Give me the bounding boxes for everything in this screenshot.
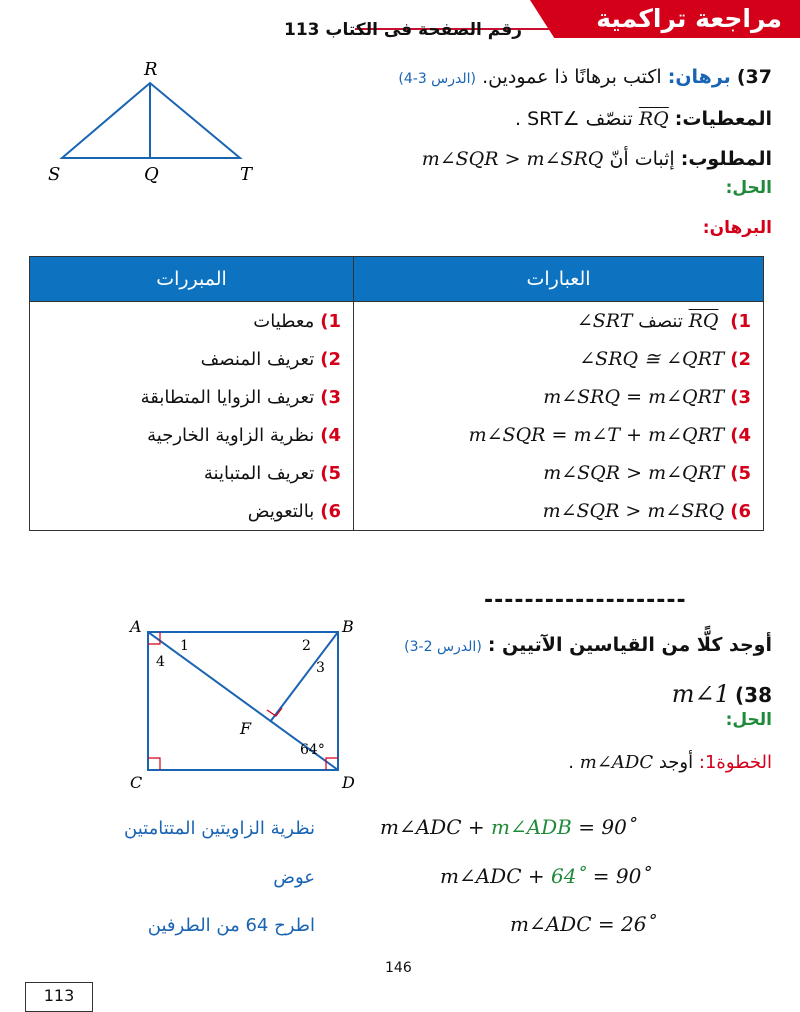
label-q: Q: [144, 164, 159, 185]
row-number: 1): [730, 311, 751, 332]
required-label: المطلوب:: [680, 148, 772, 170]
row-number: 2): [320, 348, 341, 370]
label-c: C: [130, 773, 143, 792]
label-d: D: [342, 773, 355, 792]
step1-math: m∠ADC: [579, 752, 654, 773]
row-number: 6): [320, 500, 341, 522]
equation-part: m∠ADC = 26˚: [510, 912, 657, 936]
step1-text: أوجد: [658, 752, 694, 773]
label-t: T: [240, 164, 253, 185]
reason-cell: [30, 492, 354, 531]
q37-given: [515, 108, 772, 130]
statement-math: ∠SRQ ≅ ∠QRT: [579, 348, 725, 370]
required-math: m∠SQR > m∠SRQ: [421, 148, 604, 170]
row-number: 1): [320, 310, 341, 332]
reason-text: تعريف المتباينة: [203, 462, 315, 484]
reason-text: بالتعويض: [247, 500, 315, 522]
row-number: 4): [320, 424, 341, 446]
row-number: 6): [730, 501, 751, 522]
col-statements: العبارات: [354, 257, 764, 302]
q38-step1: [568, 752, 772, 773]
statement-math: m∠SRQ = m∠QRT: [543, 386, 725, 408]
statement-text: تنصف: [638, 311, 683, 332]
statement-math: m∠SQR = m∠T + m∠QRT: [468, 424, 725, 446]
statement-cell: [354, 416, 764, 454]
required-text: إثبات أنّ: [609, 148, 675, 170]
angle-1-label: 1: [180, 638, 189, 654]
q37-lesson: (الدرس 3-4): [398, 71, 477, 87]
reason-cell: [30, 416, 354, 454]
table-row: [30, 454, 764, 492]
equation-2: [440, 864, 651, 888]
angle-3-label: 3: [316, 660, 325, 676]
reason-text: نظرية الزاوية الخارجية: [147, 424, 315, 446]
triangle-diagram: [40, 55, 280, 185]
equation-1-reason: نظرية الزاويتين المتتامتين: [124, 818, 315, 839]
row-number: 5): [730, 463, 751, 484]
reason-cell: [30, 302, 354, 341]
equation-part: = 90˚: [586, 864, 652, 888]
table-row: [30, 416, 764, 454]
equation-part: = 90˚: [571, 815, 637, 839]
reason-cell: [30, 340, 354, 378]
q38-target-math: m∠1: [671, 680, 730, 708]
equation-1: [380, 815, 637, 839]
q38-number: 38): [735, 683, 772, 707]
rectangle-diagram: [120, 612, 370, 792]
equation-highlight: 64˚: [550, 864, 587, 888]
q37-number: 37): [736, 66, 772, 88]
row-number: 5): [320, 462, 341, 484]
label-r: R: [144, 59, 158, 80]
book-page-label: رقم الصفحة فى الكتاب 113: [283, 20, 522, 40]
given-text: تنصّف ∠SRT .: [514, 108, 633, 130]
reason-text: معطيات: [253, 310, 315, 332]
page-number: 146: [385, 960, 412, 976]
section-title: مراجعة تراكمية: [596, 4, 782, 33]
row-number: 2): [730, 349, 751, 370]
statement-cell: [354, 454, 764, 492]
step1-end: .: [568, 752, 575, 773]
row-number: 4): [730, 425, 751, 446]
statement-segment: $\overline{RQ}$: [688, 310, 719, 332]
equation-part: m∠ADC +: [440, 864, 551, 888]
q38-solution-label: الحل:: [725, 710, 772, 730]
q37-required: [422, 148, 772, 170]
statement-cell: [354, 340, 764, 378]
reason-cell: [30, 454, 354, 492]
table-header-row: [30, 257, 764, 302]
label-s: S: [48, 164, 61, 185]
given-label: المعطيات:: [674, 108, 772, 130]
step1-label: الخطوة1:: [698, 752, 772, 773]
q38-intro-text: أوجد كلًّا من القياسين الآتيين :: [487, 634, 772, 656]
statement-math: ∠SRT: [576, 310, 633, 332]
proof-table: [29, 256, 764, 531]
proof-label: البرهان:: [702, 218, 772, 238]
angle-4-label: 4: [156, 654, 165, 670]
label-f: F: [240, 719, 252, 738]
table-row: [30, 340, 764, 378]
reason-cell: [30, 378, 354, 416]
angle-64-label: 64°: [300, 742, 325, 758]
statement-cell: [354, 378, 764, 416]
label-b: B: [342, 617, 354, 636]
given-segment: $\overline{RQ}$: [638, 108, 669, 130]
table-row: [30, 378, 764, 416]
right-angle-c: [148, 758, 160, 770]
q37-label: برهان:: [667, 66, 731, 88]
separator-dashes: --------------------: [484, 588, 687, 613]
col-reasons: المبررات: [30, 257, 354, 302]
reason-text: تعريف الزوايا المتطابقة: [140, 386, 315, 408]
row-number: 3): [730, 387, 751, 408]
statement-math: m∠SQR > m∠QRT: [543, 462, 725, 484]
q37-instruction: اكتب برهانًا ذا عمودين.: [482, 66, 662, 88]
q38-lesson: (الدرس 2-3): [404, 639, 482, 655]
table-row: [30, 302, 764, 341]
equation-3: [510, 912, 656, 936]
book-page-box: 113: [25, 982, 93, 1012]
q37-prompt: [398, 66, 772, 88]
angle-2-label: 2: [302, 638, 311, 654]
equation-3-reason: اطرح 64 من الطرفين: [147, 915, 315, 936]
table-row: [30, 492, 764, 531]
row-number: 3): [320, 386, 341, 408]
q37-solution-label: الحل:: [725, 178, 772, 198]
statement-cell: [354, 302, 764, 341]
q38-intro: [404, 634, 772, 656]
equation-part: m∠ADC +: [380, 815, 491, 839]
q38-target: [672, 680, 772, 708]
equation-2-reason: عوض: [273, 867, 315, 888]
statement-cell: [354, 492, 764, 531]
equation-highlight: m∠ADB: [490, 815, 572, 839]
label-a: A: [130, 617, 142, 636]
reason-text: تعريف المنصف: [200, 348, 315, 370]
statement-math: m∠SQR > m∠SRQ: [542, 500, 725, 522]
